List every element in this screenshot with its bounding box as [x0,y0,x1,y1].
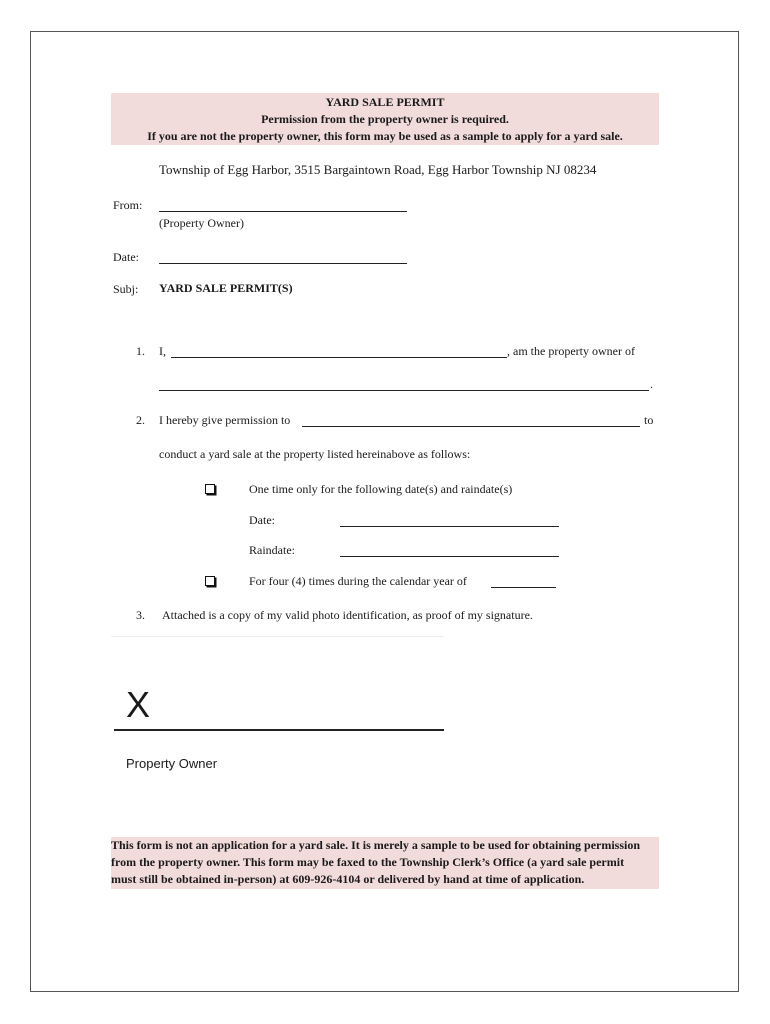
from-line[interactable] [159,211,407,212]
option2-checkbox[interactable] [205,576,215,586]
item3-number: 3. [136,608,145,622]
item2-line2: conduct a yard sale at the property listed hereinabove as follows: [159,447,471,461]
footer-line2: from the property owner. This form may be faxed to the Township Clerk’s Office (a yard sale permit [111,855,625,869]
item1-prefix: I, [159,344,166,358]
option1-checkbox[interactable] [205,484,215,494]
signature-line[interactable] [114,729,444,731]
from-label: From: [113,198,143,212]
option1-raindate-line[interactable] [340,556,559,557]
footer-line1: This form is not an application for a yard sale. It is merely a sample to be used for obtaining permission [111,838,641,852]
option2-label: For four (4) times during the calendar year of [249,574,467,588]
township-address: Township of Egg Harbor, 3515 Bargaintown Road, Egg Harbor Township NJ 08234 [159,162,597,177]
item2-suffix: to [644,413,654,427]
option1-raindate-label: Raindate: [249,543,295,557]
subj-value: YARD SALE PERMIT(S) [159,281,293,295]
permit-title: YARD SALE PERMIT [325,95,445,109]
permit-header [111,93,659,145]
option2-year-line[interactable] [491,587,556,588]
footer-line3: must still be obtained in-person) at 609-926-4104 or delivered by hand at time of application. [111,872,585,886]
item1-owner-line[interactable] [171,357,507,358]
date-line[interactable] [159,263,407,264]
option1-date-line[interactable] [340,526,559,527]
property-owner-caption: (Property Owner) [159,216,244,230]
signature-mark: X [126,684,151,725]
permit-subtitle: Permission from the property owner is required. [261,112,509,126]
divider [111,636,444,637]
item1-suffix: , am the property owner of [507,344,635,358]
item2-prefix: I hereby give permission to [159,413,291,427]
signature-caption: Property Owner [126,756,218,771]
date-label: Date: [113,250,139,264]
item2-permission-line[interactable] [302,426,640,427]
item1-end: . [650,377,653,391]
option1-date-label: Date: [249,513,275,527]
permit-note: If you are not the property owner, this form may be used as a sample to apply for a yard sale. [147,129,623,143]
item1-property-line[interactable] [159,390,649,391]
option1-label: One time only for the following date(s) and raindate(s) [249,482,513,496]
footer-note [111,837,659,889]
subj-label: Subj: [113,282,139,296]
item2-number: 2. [136,413,145,427]
item1-number: 1. [136,344,145,358]
item3-text: Attached is a copy of my valid photo identification, as proof of my signature. [162,608,533,622]
